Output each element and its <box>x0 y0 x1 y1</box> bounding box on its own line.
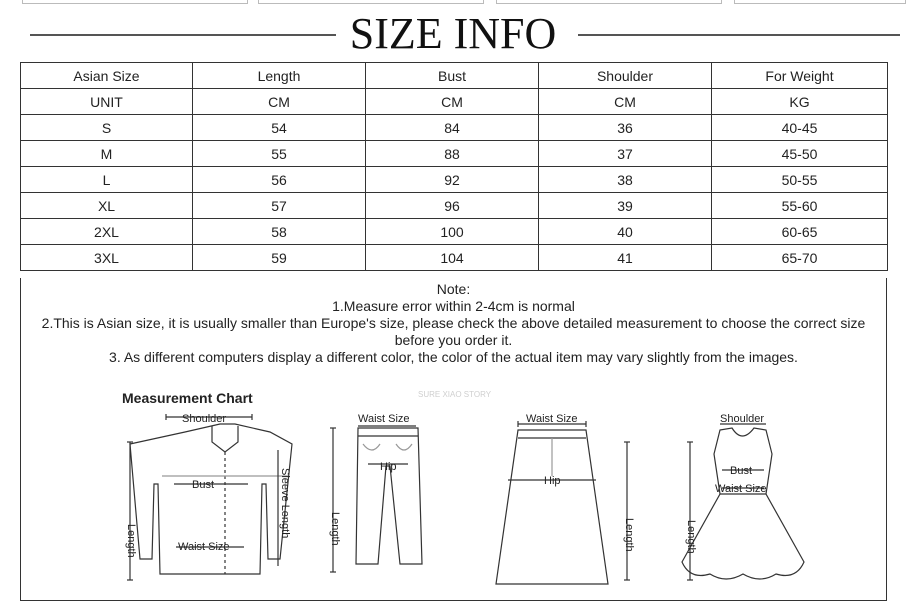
shirt-bust-label: Bust <box>192 479 215 491</box>
header-size: Asian Size <box>21 63 193 89</box>
table-row <box>21 141 888 167</box>
table-cell: 92 <box>366 167 539 193</box>
table-cell: 84 <box>366 115 539 141</box>
pants-illustration <box>330 426 422 572</box>
table-unit-row <box>21 89 888 115</box>
table-cell: CM <box>539 89 712 115</box>
size-table <box>20 62 888 271</box>
table-cell: 100 <box>366 219 539 245</box>
table-cell: 45-50 <box>712 141 888 167</box>
skirt-waist-label: Waist Size <box>526 413 578 425</box>
shirt-illustration <box>127 414 292 580</box>
table-row <box>21 219 888 245</box>
table-cell: 2XL <box>21 219 193 245</box>
measurement-chart-title: Measurement Chart <box>122 390 253 406</box>
table-cell: CM <box>366 89 539 115</box>
table-row <box>21 245 888 271</box>
title-banner <box>0 6 906 58</box>
top-tab[interactable] <box>258 0 484 4</box>
table-cell: 37 <box>539 141 712 167</box>
table-cell: KG <box>712 89 888 115</box>
shirt-length-label: Length <box>125 524 137 558</box>
garment-illustrations <box>100 384 890 600</box>
title-rule-right <box>578 34 900 36</box>
table-cell: 40 <box>539 219 712 245</box>
note-line-1: 1.Measure error within 2-4cm is normal <box>332 298 575 314</box>
dress-illustration <box>682 424 804 580</box>
table-cell: 59 <box>193 245 366 271</box>
table-row <box>21 193 888 219</box>
table-cell: 55-60 <box>712 193 888 219</box>
header-weight: For Weight <box>712 63 888 89</box>
table-row <box>21 115 888 141</box>
shirt-shoulder-label: Shoulder <box>182 413 227 425</box>
table-cell: 88 <box>366 141 539 167</box>
top-tab[interactable] <box>22 0 248 4</box>
table-cell: 3XL <box>21 245 193 271</box>
pants-length-label: Length <box>329 512 341 546</box>
skirt-illustration <box>496 421 630 584</box>
table-row <box>21 167 888 193</box>
top-tab[interactable] <box>734 0 906 4</box>
table-cell: 54 <box>193 115 366 141</box>
table-cell: 38 <box>539 167 712 193</box>
note-line-2-cont: before you order it. <box>394 332 513 348</box>
table-cell: XL <box>21 193 193 219</box>
header-bust: Bust <box>366 63 539 89</box>
table-header-row <box>21 63 888 89</box>
table-cell: 39 <box>539 193 712 219</box>
notes-heading: Note: <box>436 281 471 297</box>
notes-text <box>21 278 886 366</box>
dress-shoulder-label: Shoulder <box>720 413 765 425</box>
table-cell: 96 <box>366 193 539 219</box>
skirt-hip-label: Hip <box>544 475 561 487</box>
note-line-3: 3. As different computers display a different color, the color of the actual item may vary slightly from the images. <box>109 349 798 365</box>
dress-bust-label: Bust <box>730 465 753 477</box>
table-cell: 57 <box>193 193 366 219</box>
table-cell: S <box>21 115 193 141</box>
table-cell: 104 <box>366 245 539 271</box>
table-cell: 36 <box>539 115 712 141</box>
dress-waist-label: Waist Size <box>715 483 767 495</box>
pants-waist-label: Waist Size <box>358 413 410 425</box>
table-cell: UNIT <box>21 89 193 115</box>
table-cell: 50-55 <box>712 167 888 193</box>
table-cell: 41 <box>539 245 712 271</box>
shirt-waist-label: Waist Size <box>178 541 230 553</box>
header-length: Length <box>193 63 366 89</box>
table-cell: 40-45 <box>712 115 888 141</box>
dress-length-label: Length <box>685 520 697 554</box>
top-tab-strip <box>0 0 906 4</box>
header-shoulder: Shoulder <box>539 63 712 89</box>
table-cell: M <box>21 141 193 167</box>
table-cell: 58 <box>193 219 366 245</box>
table-cell: L <box>21 167 193 193</box>
top-tab[interactable] <box>496 0 722 4</box>
page-title: SIZE INFO <box>349 9 557 58</box>
skirt-length-label: Length <box>623 518 635 552</box>
shirt-sleeve-label: Sleeve Length <box>279 468 291 539</box>
table-cell: 55 <box>193 141 366 167</box>
table-cell: 56 <box>193 167 366 193</box>
watermark: SURE XIAO STORY <box>418 390 492 399</box>
measurement-chart <box>100 384 890 600</box>
pants-hip-label: Hip <box>380 461 397 473</box>
table-cell: CM <box>193 89 366 115</box>
note-line-2: 2.This is Asian size, it is usually smaller than Europe's size, please check the above detailed measurement to choose the correct size <box>41 315 866 331</box>
table-cell: 60-65 <box>712 219 888 245</box>
table-cell: 65-70 <box>712 245 888 271</box>
